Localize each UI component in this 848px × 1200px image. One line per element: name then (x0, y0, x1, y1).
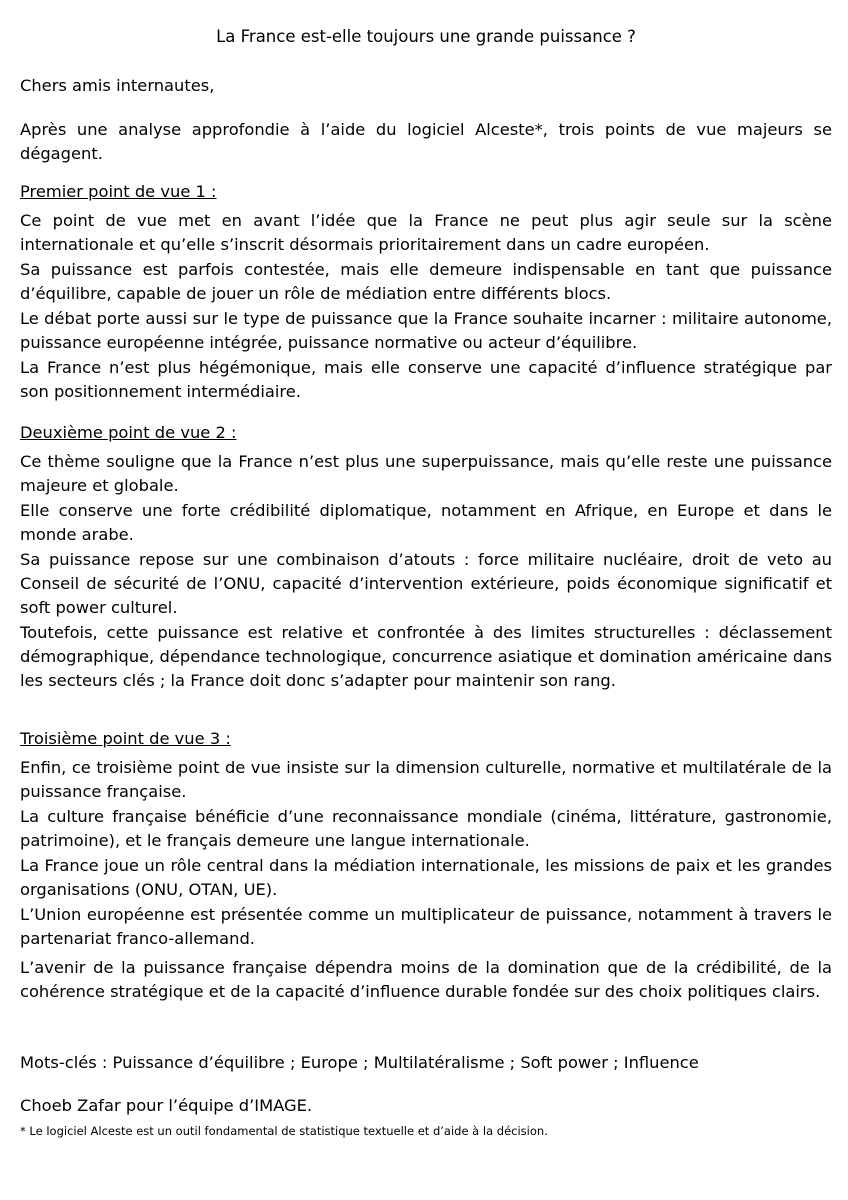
section-paragraph: Sa puissance est parfois contestée, mais elle demeure indispensable en tant que puissance d’équilibre, capable de jouer un rôle de médiation entre différents blocs. (20, 260, 832, 303)
section-heading: Deuxième point de vue 2 : (20, 423, 237, 442)
section-paragraph: L’avenir de la puissance française dépendra moins de la domination que de la crédibilité, de la cohérence stratégique et de la capacité d’influence durable fondée sur des choix politiques clairs. (20, 958, 832, 1001)
section-1 (20, 180, 832, 404)
footnote: * Le logiciel Alceste est un outil fondamental de statistique textuelle et d’aide à la décision. (20, 1124, 548, 1138)
intro-block (20, 118, 832, 166)
section-paragraph: Ce thème souligne que la France n’est plus une superpuissance, mais qu’elle reste une puissance majeure et globale. (20, 452, 832, 495)
section-paragraph: Ce point de vue met en avant l’idée que la France ne peut plus agir seule sur la scène internationale et qu’elle s’inscrit désormais prioritairement dans un cadre européen. (20, 211, 832, 254)
section-paragraph: L’Union européenne est présentée comme un multiplicateur de puissance, notamment à travers le partenariat franco-allemand. (20, 905, 832, 948)
section-paragraph: Toutefois, cette puissance est relative et confrontée à des limites structurelles : déclassement démographique, dépendance technologique, concurrence asiatique et domination américaine dans les secteurs clés ; la France doit donc s’adapter pour maintenir son rang. (20, 623, 832, 690)
section-paragraph: Elle conserve une forte crédibilité diplomatique, notamment en Afrique, en Europe et dans le monde arabe. (20, 501, 832, 544)
keywords-block (20, 1051, 832, 1075)
section-paragraph: Enfin, ce troisième point de vue insiste sur la dimension culturelle, normative et multilatérale de la puissance française. (20, 758, 832, 801)
section-heading: Troisième point de vue 3 : (20, 729, 231, 748)
signature-block (20, 1094, 832, 1118)
document-title: La France est-elle toujours une grande puissance ? (216, 27, 636, 46)
greeting: Chers amis internautes, (20, 76, 215, 95)
section-paragraph: La France n’est plus hégémonique, mais elle conserve une capacité d’influence stratégique par son positionnement intermédiaire. (20, 358, 832, 401)
section-paragraph: Le débat porte aussi sur le type de puissance que la France souhaite incarner : militaire autonome, puissance européenne intégrée, puissance normative ou acteur d’équilibre. (20, 309, 832, 352)
section-heading: Premier point de vue 1 : (20, 182, 217, 201)
greeting-block (20, 74, 832, 98)
keywords-line: Mots-clés : Puissance d’équilibre ; Europe ; Multilatéralisme ; Soft power ; Influence (20, 1053, 699, 1072)
section-paragraph: La culture française bénéficie d’une reconnaissance mondiale (cinéma, littérature, gastronomie, patrimoine), et le français demeure une langue internationale. (20, 807, 832, 850)
intro-paragraph: Après une analyse approfondie à l’aide du logiciel Alceste*, trois points de vue majeurs se dégagent. (20, 120, 832, 163)
signature-line: Choeb Zafar pour l’équipe d’IMAGE. (20, 1096, 313, 1115)
section-3 (20, 727, 832, 1004)
section-paragraph: Sa puissance repose sur une combinaison d’atouts : force militaire nucléaire, droit de veto au Conseil de sécurité de l’ONU, capacité d’intervention extérieure, poids économique significatif et soft power culturel. (20, 550, 832, 617)
section-2 (20, 421, 832, 693)
section-paragraph: La France joue un rôle central dans la médiation internationale, les missions de paix et les grandes organisations (ONU, OTAN, UE). (20, 856, 832, 899)
